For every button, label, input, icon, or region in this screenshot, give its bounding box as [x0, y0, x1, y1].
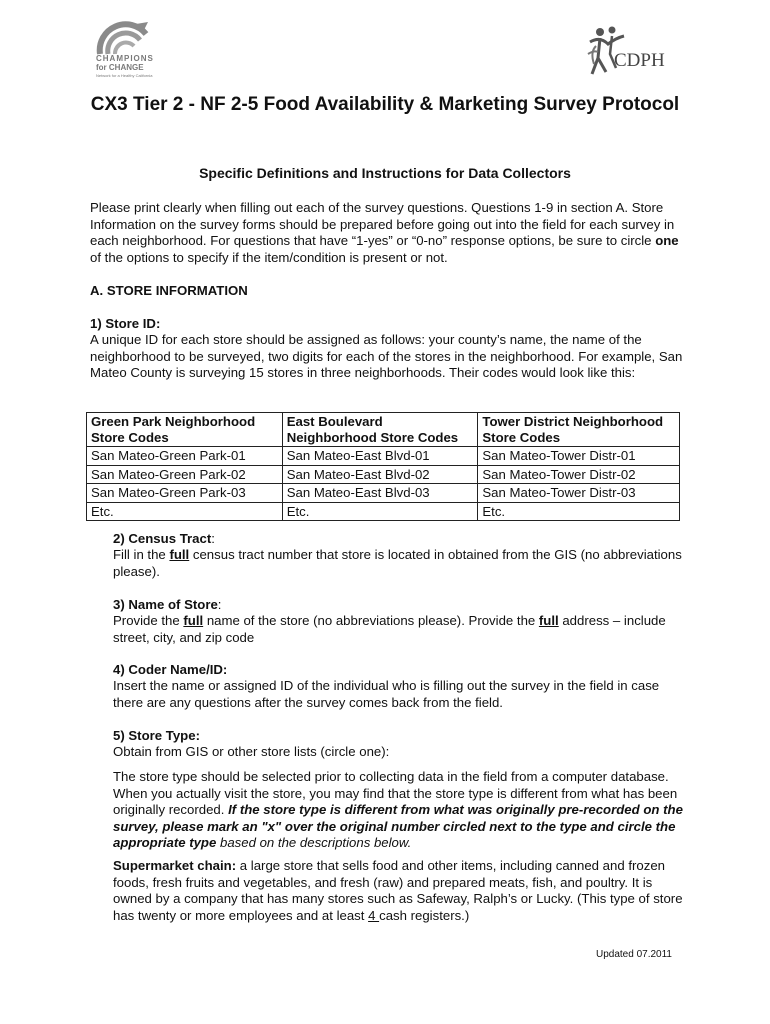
- intro-text-2: of the options to specify if the item/condition is present or not.: [90, 249, 448, 265]
- q2-text: [113, 547, 683, 580]
- champions-arc-icon: [94, 20, 154, 56]
- q5-heading: 5) Store Type:: [113, 728, 200, 743]
- champions-for-change-logo: [94, 20, 158, 80]
- table-cell: San Mateo-Tower Distr-02: [478, 465, 680, 484]
- supermarket-text-2: cash registers.): [379, 907, 470, 923]
- q3-heading: [113, 597, 683, 614]
- table-cell: Etc.: [478, 502, 680, 521]
- table-row: [87, 502, 680, 521]
- intro-paragraph: [90, 200, 690, 266]
- supermarket-underlined: 4: [368, 907, 380, 923]
- q3-full-1: full: [183, 613, 204, 628]
- q1-heading: 1) Store ID:: [90, 316, 161, 331]
- logo-line-2: for CHANGE: [96, 63, 144, 72]
- q2-text-1: Fill in the: [113, 547, 170, 562]
- table-cell: Etc.: [87, 502, 283, 521]
- q2-full: full: [169, 547, 190, 562]
- q3-heading-label: 3) Name of Store: [113, 597, 218, 612]
- cdph-logo-text: CDPH: [614, 50, 665, 71]
- q3-text-1: Provide the: [113, 613, 184, 628]
- store-type-paragraph: [113, 769, 683, 852]
- table-cell: San Mateo-East Blvd-01: [282, 447, 478, 466]
- supermarket-text-1: a large store that sells food and other items, including canned and frozen foods, fresh fruits and vegetables, and fresh (raw) and prepared meats, fish, and poultry. It is owned by a company that has many stores such as Safeway, Ralph’s or Lucky. (This type of store has twenty or more employees and at least: [113, 858, 683, 923]
- table-cell: San Mateo-East Blvd-03: [282, 484, 478, 503]
- document-subtitle: Specific Definitions and Instructions for Data Collectors: [199, 165, 571, 181]
- table-cell: San Mateo-East Blvd-02: [282, 465, 478, 484]
- table-row: [87, 465, 680, 484]
- q3-text-2: name of the store (no abbreviations please). Provide the: [203, 613, 539, 628]
- q2-colon: :: [211, 531, 215, 546]
- q2-heading: [113, 531, 683, 548]
- q3-colon: :: [217, 597, 222, 612]
- intro-text-1: Please print clearly when filling out each of the survey questions. Questions 1-9 in section A. Store Information on the survey forms should be prepared before going out into the field for each survey in each neighborhood. For questions that have “1-yes” or “0-no” response options, be sure to circle: [90, 200, 675, 248]
- table-header-row: [87, 413, 680, 447]
- table-cell: San Mateo-Green Park-03: [87, 484, 283, 503]
- logo-line-3: Network for a Healthy California: [96, 73, 153, 78]
- section-a-heading: A. STORE INFORMATION: [90, 283, 248, 298]
- table-cell: San Mateo-Green Park-02: [87, 465, 283, 484]
- store-type-text: The store type should be selected prior to collecting data in the field from a computer database. When you actually visit the store, you may find that the store type is different from what has been originally recorded.: [113, 769, 678, 817]
- table-header-cell: East Boulevard Neighborhood Store Codes: [282, 413, 478, 447]
- table-header-cell: Tower District Neighborhood Store Codes: [478, 413, 680, 447]
- logo-line-1: CHAMPIONS: [96, 54, 154, 63]
- table-row: [87, 447, 680, 466]
- table-header-cell: Green Park Neighborhood Store Codes: [87, 413, 283, 447]
- q4-text: Insert the name or assigned ID of the individual who is filling out the survey in the field in case there are any questions after the survey comes back from the field.: [113, 678, 660, 710]
- cdph-logo: [586, 24, 665, 78]
- q3-text-3: address – include street, city, and zip code: [113, 613, 666, 645]
- q3-text: [113, 613, 683, 646]
- table-cell: Etc.: [282, 502, 478, 521]
- store-type-bold-italic: If the store type is different from what was originally pre-recorded on the survey, please mark an "x" over the original number circled next to the type and circle the appropriate type: [113, 802, 683, 850]
- supermarket-paragraph: [113, 858, 683, 924]
- q3-full-2: full: [538, 613, 559, 628]
- q4-heading: 4) Coder Name/ID:: [113, 662, 228, 677]
- q2-heading-label: 2) Census Tract: [113, 531, 212, 546]
- store-codes-table: [86, 412, 680, 521]
- table-row: [87, 484, 680, 503]
- updated-footer: Updated 07.2011: [596, 949, 672, 960]
- q1-text: A unique ID for each store should be assigned as follows: your county’s name, the name of the neighborhood to be surveyed, two digits for each of the stores in the neighborhood. For example, San Mateo County is surveying 15 stores in three neighborhoods. Their codes would look like this:: [90, 332, 683, 380]
- table-cell: San Mateo-Green Park-01: [87, 447, 283, 466]
- table-cell: San Mateo-Tower Distr-03: [478, 484, 680, 503]
- intro-bold-one: one: [655, 233, 679, 248]
- q2-text-2: census tract number that store is located in obtained from the GIS (no abbreviations please).: [113, 547, 682, 579]
- table-cell: San Mateo-Tower Distr-01: [478, 447, 680, 466]
- document-title: CX3 Tier 2 - NF 2-5 Food Availability & Marketing Survey Protocol: [90, 94, 680, 115]
- store-type-italic: based on the descriptions below.: [216, 835, 412, 850]
- supermarket-label: Supermarket chain:: [113, 858, 237, 873]
- q5-text: Obtain from GIS or other store lists (circle one):: [113, 744, 390, 759]
